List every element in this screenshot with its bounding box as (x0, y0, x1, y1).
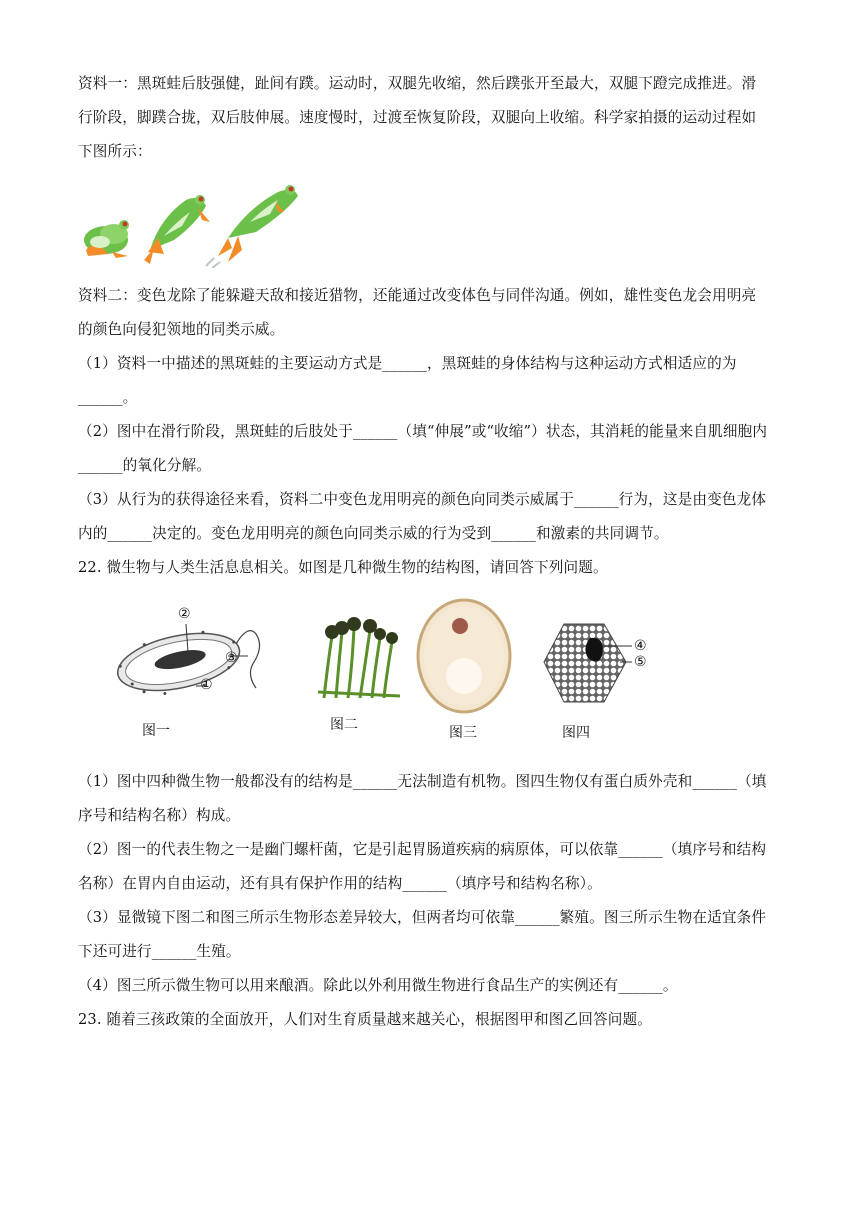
q23-stem: 23. 随着三孩政策的全面放开，人们对生育质量越来越关心，根据图甲和图乙回答问题。 (78, 1011, 652, 1028)
q21-part2-line1: （2）图中在滑行阶段，黑斑蛙的后肢处于______（填“伸展”或“收缩”）状态，其消耗的能量来自肌细胞内 (78, 423, 768, 440)
material2-line2: 的颜色向侵犯领地的同类示威。 (78, 321, 285, 338)
caption-fig3: 图三 (449, 725, 477, 741)
yeast-figure (414, 596, 514, 716)
q22-part2-line2: 名称）在胃内自由运动，还有具有保护作用的结构______（填序号和结构名称）。 (78, 875, 602, 892)
label-5: ⑤ (634, 654, 647, 670)
label-4: ④ (634, 638, 647, 654)
caption-fig4: 图四 (562, 725, 590, 741)
label-3: ③ (225, 650, 238, 666)
material1-line2: 行阶段，脚蹼合拢，双后肢伸展。速度慢时，过渡至恢复阶段，双腿向上收缩。科学家拍摄的运动过程如 (78, 109, 757, 126)
frog-leaping-image (144, 195, 210, 264)
label-2: ② (178, 606, 191, 622)
frog-crouching-image (84, 220, 129, 258)
q21-part3-line2: 内的______决定的。变色龙用明亮的颜色向同类示威的行为受到______和激素的共同调节。 (78, 525, 669, 542)
frog-gliding-image (206, 185, 298, 268)
material1-line1: 资料一：黑斑蛙后肢强健，趾间有蹼。运动时，双腿先收缩，然后蹼张开至最大，双腿下蹬完成推进。滑 (78, 75, 757, 92)
q21-part1-line2: ______。 (78, 389, 138, 406)
q22-part1-line1: （1）图中四种微生物一般都没有的结构是______无法制造有机物。图四生物仅有蛋白质外壳和______（填 (78, 773, 767, 790)
q22-part4-line1: （4）图三所示微生物可以用来酿酒。除此以外利用微生物进行食品生产的实例还有______。 (78, 977, 678, 994)
q22-part2-line1: （2）图一的代表生物之一是幽门螺杆菌，它是引起胃肠道疾病的病原体，可以依靠______（填序号和结构 (78, 841, 767, 858)
q21-part2-line2: ______的氧化分解。 (78, 457, 212, 474)
q22-part3-line1: （3）显微镜下图二和图三所示生物形态差异较大，但两者均可依靠______繁殖。图三所示生物在适宜条件 (78, 909, 767, 926)
label-1: ① (200, 677, 213, 693)
q22-part1-line2: 序号和结构名称）构成。 (78, 807, 241, 824)
material2-line1: 资料二：变色龙除了能躲避天敌和接近猎物，还能通过改变体色与同伴沟通。例如，雄性变色龙会用明亮 (78, 287, 757, 304)
material1-line3: 下图所示： (78, 143, 152, 160)
q22-part3-line2: 下还可进行______生殖。 (78, 943, 241, 960)
q21-part3-line1: （3）从行为的获得途径来看，资料二中变色龙用明亮的颜色向同类示威属于______行为，这是由变色龙体 (78, 491, 767, 508)
caption-fig1: 图一 (142, 723, 170, 739)
caption-fig2: 图二 (330, 717, 358, 733)
mold-figure (314, 612, 406, 702)
q22-stem: 22. 微生物与人类生活息息相关。如图是几种微生物的结构图，请回答下列问题。 (78, 559, 608, 576)
virus-figure (540, 618, 640, 710)
q21-part1-line1: （1）资料一中描述的黑斑蛙的主要运动方式是______，黑斑蛙的身体结构与这种运动方式相适应的为 (78, 355, 737, 372)
frog-jump-figure (78, 178, 308, 268)
